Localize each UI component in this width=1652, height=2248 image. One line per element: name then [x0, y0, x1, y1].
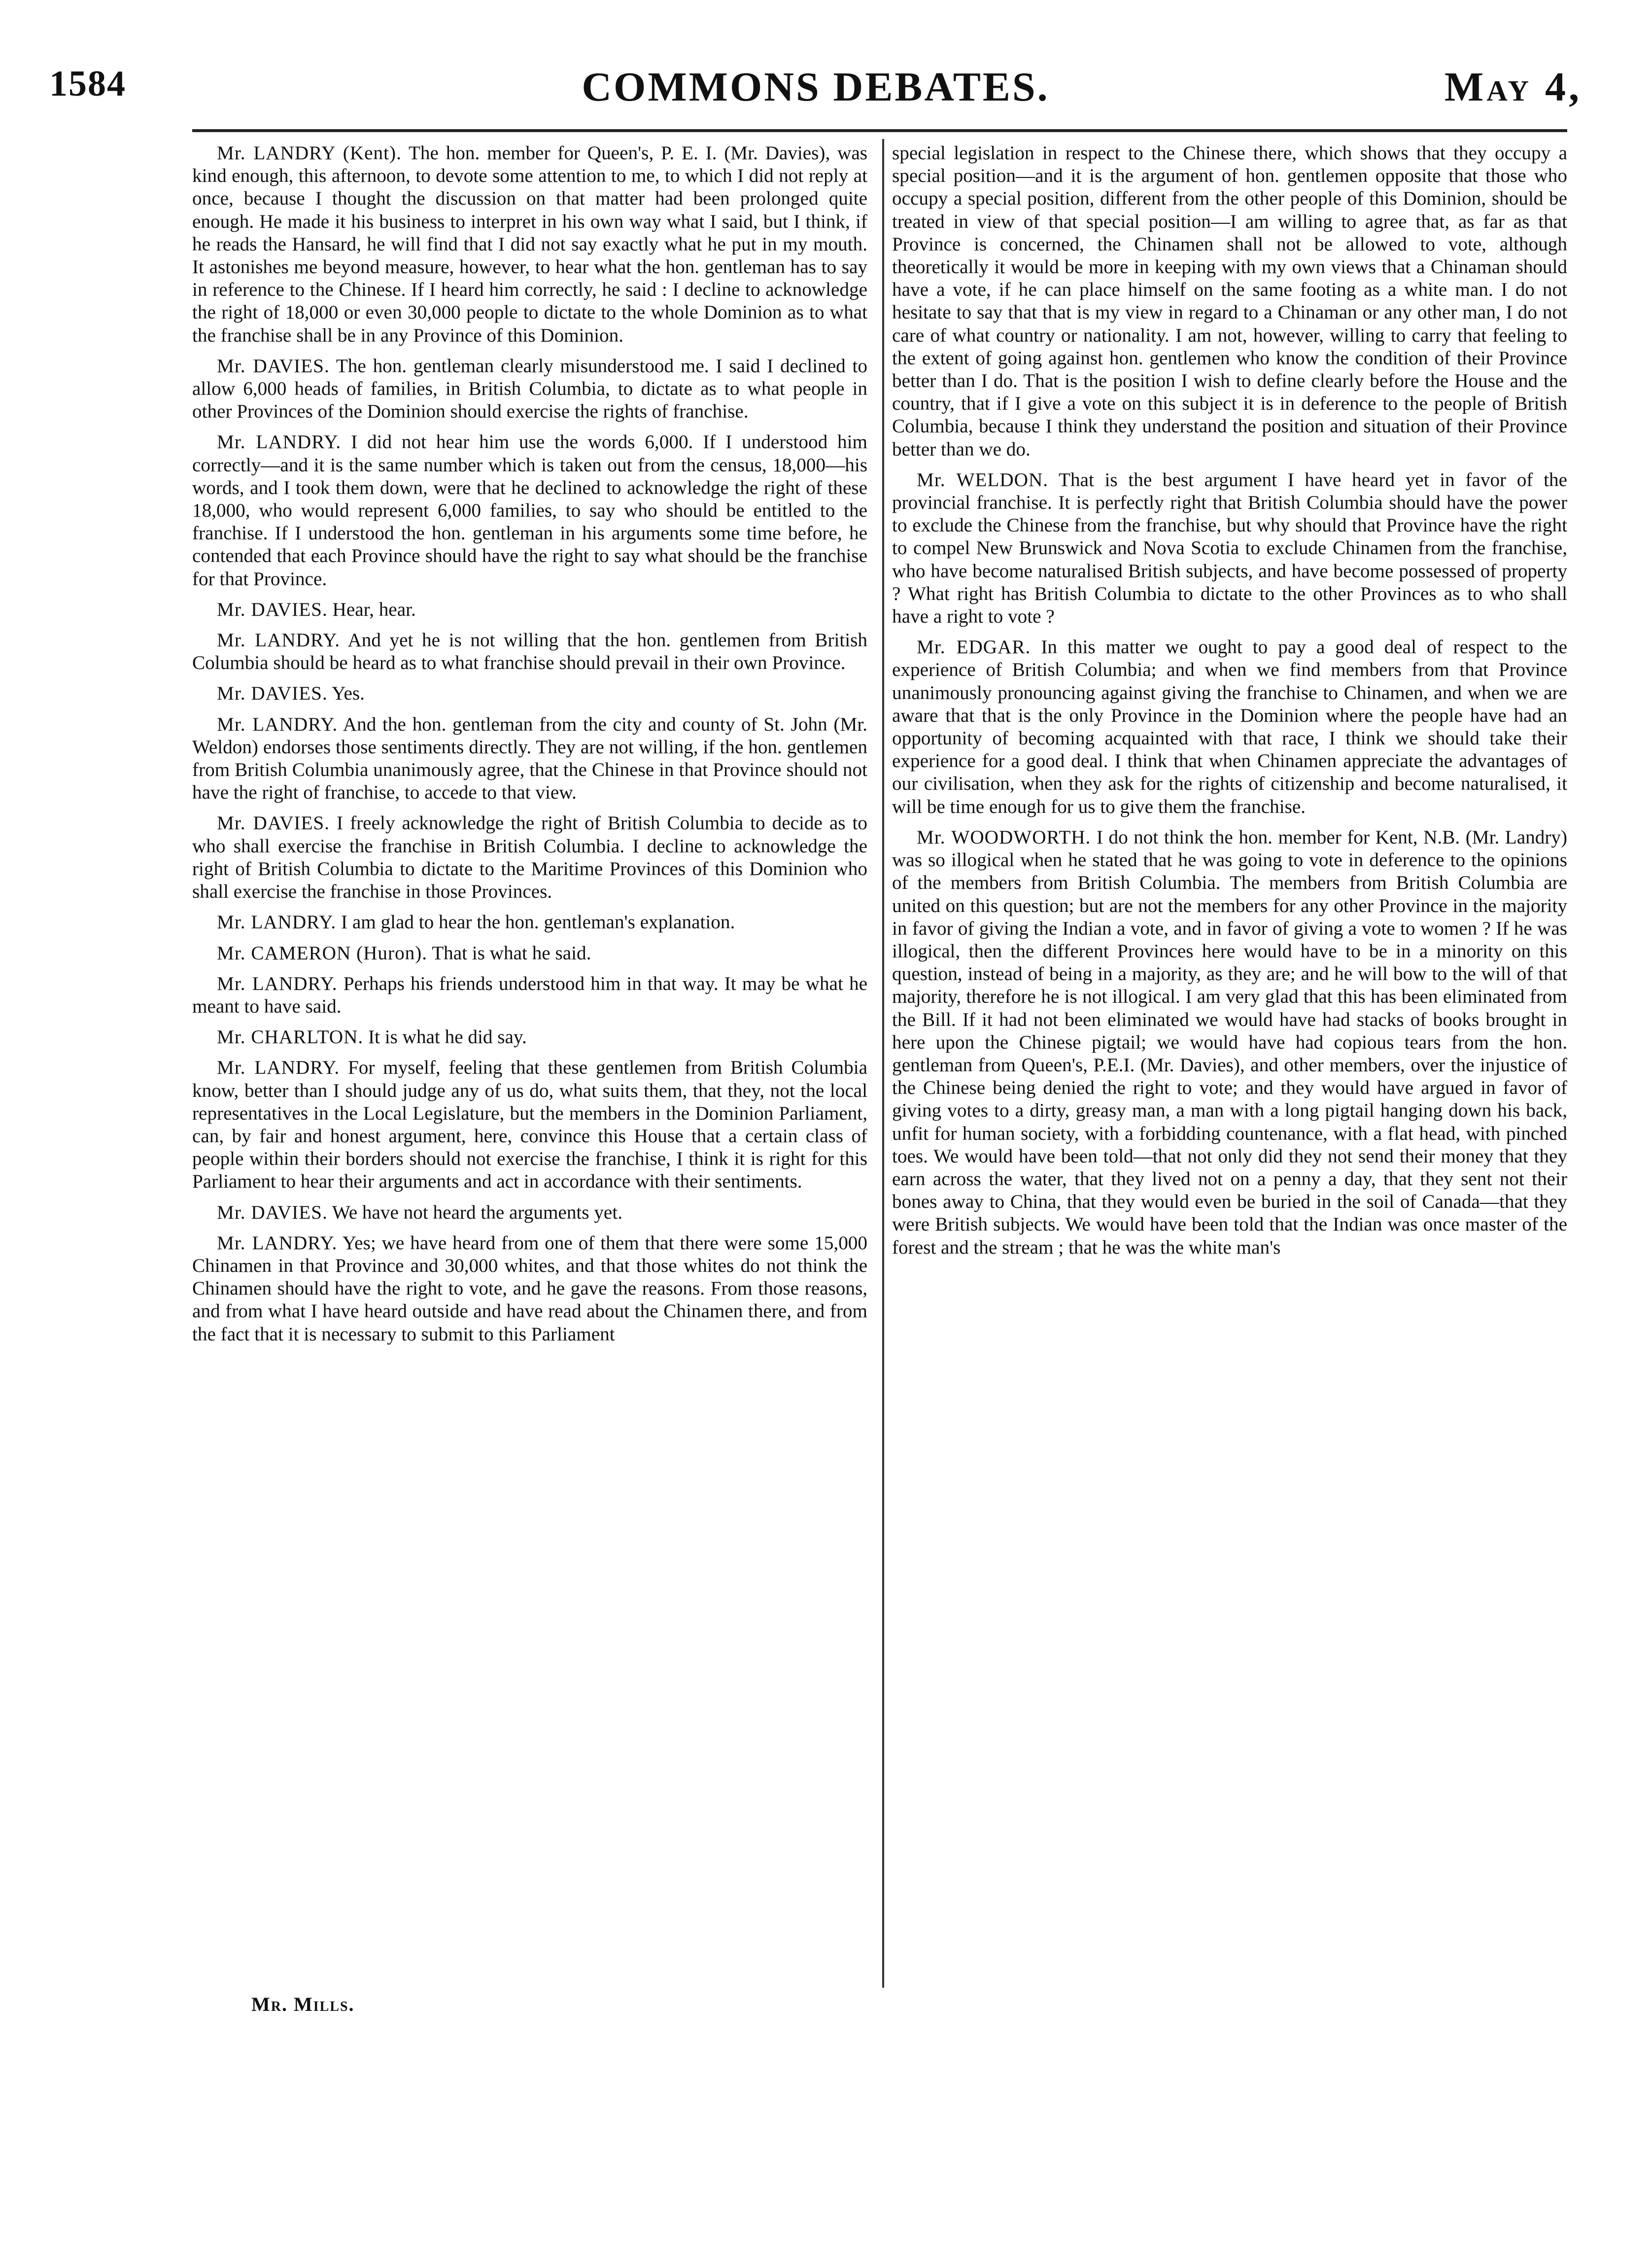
speech-paragraph	[192, 713, 867, 805]
speech-text: The hon. member for Queen's, P. E. I. (Mr. Davies), was kind enough, this afternoon, to devote some attention to me, to which I did not reply at once, because I thought the discussion on that matter had been prolonged quite enough. He made it his business to interpret in his own way what I said, but I think, if he reads the Hansard, he will find that I did not say exactly what he put in my mouth. It astonishes me beyond measure, however, to hear what the hon. gentleman has to say in reference to the Chinese. If I heard him correctly, he said : I decline to acknowledge the right of 18,000 or even 30,000 people to dictate to the whole Dominion as to what the franchise shall be in any Province of this Dominion.	[192, 142, 868, 346]
speaker-name: Mr. LANDRY.	[217, 713, 338, 735]
speech-paragraph	[192, 682, 867, 705]
speaker-name: Mr. LANDRY (Kent).	[217, 142, 402, 164]
speech-paragraph	[192, 629, 867, 674]
speech-paragraph	[892, 469, 1567, 628]
speech-paragraph	[192, 973, 867, 1018]
speech-text: It is what he did say.	[368, 1026, 527, 1048]
speaker-name: Mr. LANDRY.	[217, 973, 338, 994]
speech-paragraph	[192, 598, 867, 621]
speech-text: And yet he is not willing that the hon. gentlemen from British Columbia should be heard as to what franchise should prevail in their own Province.	[192, 630, 868, 674]
speech-paragraph	[192, 355, 867, 423]
speaker-name: Mr. DAVIES.	[217, 1201, 328, 1223]
left-column	[192, 142, 867, 1354]
speech-paragraph	[192, 1056, 867, 1193]
speech-text: I did not hear him use the words 6,000. If I understood him correctly—and it is the same number which is taken out from the census, 18,000—his words, and I took them down, were that he declined to acknowledge the right of these 18,000, who would represent 6,000 families, to say who should be entitled to the franchise. If I understood the hon. gentleman in his arguments some time before, he contended that each Province should have the right to say what should be the franchise for that Province.	[192, 431, 868, 590]
speech-text: special legislation in respect to the Chinese there, which shows that they occupy a special position—and it is the argument of hon. gentlemen opposite that those who occupy a special position, different from the other people of this Dominion, should be treated in view of that special position—I am willing to agree that, as far as that Province is concerned, the Chinamen shall not be allowed to vote, although theoretically it would be more in keeping with my own views that a Chinaman should have a vote, if he can place himself on the same footing as a white man. I do not hesitate to say that that is my view in regard to a Chinaman or any other man, I do not care of what country or nationality. I am not, however, willing to carry that feeling to the extent of going against hon. gentlemen who know the condition of their Province better than I do. That is the position I wish to define clearly before the House and the country, that if I give a vote on this subject it is in deference to the people of British Columbia, because I think they understand the position and situation of their Province better than we do.	[892, 142, 1567, 460]
speaker-name: Mr. LANDRY.	[217, 912, 337, 933]
page-number: 1584	[49, 64, 126, 104]
speech-text: Hear, hear.	[332, 598, 416, 620]
right-column	[892, 142, 1567, 1267]
speech-text: In this matter we ought to pay a good deal of respect to the experience of British Columbia; and when we find members from that Province unanimously pronouncing against giving the franchise to Chinamen, and when we are aware that that is the only Province in the Dominion where the people have had an opportunity of becoming acquainted with that race, I think we should take their experience for a good deal. I think that when Chinamen appreciate the advantages of our civilisation, when they ask for the rights of citizenship and become naturalised, it will be time enough for us to give them the franchise.	[892, 636, 1567, 817]
speaker-name: Mr. LANDRY.	[217, 431, 342, 453]
speaker-name: Mr. DAVIES.	[217, 812, 330, 834]
speaker-name: Mr. CHARLTON.	[217, 1026, 364, 1048]
speech-paragraph	[192, 911, 867, 934]
speech-text: The hon. gentleman clearly misunderstood me. I said I declined to allow 6,000 heads of families, in British Columbia, to dictate as to what people in other Provinces of the Dominion should exercise the rights of franchise.	[192, 355, 867, 422]
speech-text: That is the best argument I have heard yet in favor of the provincial franchise. It is perfectly right that British Columbia should have the power to exclude the Chinese from the franchise, but why should that Province have the right to compel New Brunswick and Nova Scotia to exclude Chinamen from the franchise, who have become naturalised British subjects, and have become possessed of property ? What right has British Columbia to dictate to the other Provinces as to who shall have a right to vote ?	[892, 469, 1567, 628]
speech-text: I do not think the hon. member for Kent, N.B. (Mr. Landry) was so illogical when he stated that he was going to vote in deference to the opinions of the members from British Columbia. The members from British Columbia are united on this question; but are not the members for any other Province in the majority in favor of giving the Indian a vote, and in favor of giving a vote to women ? If he was illogical, then the different Provinces here would have to be in a minority on this question, instead of being in a majority, as they are; and he will bow to the will of that majority, therefore he is not illogical. I am very glad that this has been eliminated from the Bill. If it had not been eliminated we would have had stacks of books brought in here upon the Chinese pigtail; we would have had copious tears from the hon. gentleman from Queen's, P.E.I. (Mr. Davies), and other members, over the injustice of the Chinese being denied the right to vote; and they would have argued in favor of giving votes to a dirty, greasy man, a man with a long pigtail hanging down his back, unfit for human society, with a forbidding countenance, with a flat head, with pinched toes. We would have been told—that not only did they not send their money that they earn across the water, that they lived not on a penny a day, that they sent not their bones away to China, that they would even be buried in the soil of Canada—that they were British subjects. We would have been told that the Indian was once master of the forest and the stream ; that he was the white man's	[892, 826, 1568, 1258]
speech-text: That is what he said.	[432, 942, 591, 964]
column-divider	[882, 139, 884, 1988]
speaker-name: Mr. DAVIES.	[217, 683, 328, 704]
speaker-name: Mr. LANDRY.	[217, 1232, 338, 1254]
speech-paragraph	[892, 826, 1567, 1259]
speech-text: And the hon. gentleman from the city and county of St. John (Mr. Weldon) endorses those sentiments directly. They are not willing, if the hon. gentlemen from British Columbia unanimously agree, that the Chinese in that Province should not have the right of franchise, to accede to that view.	[192, 713, 868, 804]
speech-text: Yes; we have heard from one of them that there were some 15,000 Chinamen in that Province and 30,000 whites, and that those whites do not think the Chinamen should have the right to vote, and he gave the reasons. From those reasons, and from what I have heard outside and have read about the Chinamen there, and from the fact that it is necessary to submit to this Parliament	[192, 1232, 867, 1345]
header-date: May 4,	[1444, 64, 1582, 110]
speech-paragraph	[892, 636, 1567, 818]
speech-text: Yes.	[332, 683, 365, 704]
speech-text: I freely acknowledge the right of British Columbia to decide as to who shall exercise the franchise in British Columbia. I decline to acknowledge the right of British Columbia to dictate to the Maritime Provinces of this Dominion who shall exercise the franchise in those Provinces.	[192, 812, 868, 903]
speech-paragraph	[892, 142, 1567, 461]
speaker-name: Mr. DAVIES.	[217, 598, 328, 620]
speech-text: Perhaps his friends understood him in that way. It may be what he meant to have said.	[192, 973, 868, 1017]
page-footer-signature: Mr. Mills.	[251, 1993, 355, 2015]
running-title: COMMONS DEBATES.	[582, 64, 1050, 110]
speaker-name: Mr. LANDRY.	[217, 1057, 340, 1079]
speaker-name: Mr. WELDON.	[917, 469, 1049, 491]
speaker-name: Mr. EDGAR.	[917, 636, 1031, 658]
speaker-name: Mr. CAMERON (Huron).	[217, 942, 428, 964]
speech-text: I am glad to hear the hon. gentleman's explanation.	[341, 912, 735, 933]
speaker-name: Mr. WOODWORTH.	[917, 826, 1091, 848]
speech-paragraph	[192, 1232, 867, 1346]
speech-paragraph	[192, 1026, 867, 1049]
speaker-name: Mr. LANDRY.	[217, 630, 340, 651]
speech-text: We have not heard the arguments yet.	[332, 1201, 623, 1223]
header-rule	[192, 129, 1567, 132]
speech-paragraph	[192, 1201, 867, 1224]
speech-paragraph	[192, 812, 867, 903]
speech-paragraph	[192, 142, 867, 347]
speech-paragraph	[192, 431, 867, 590]
speech-text: For myself, feeling that these gentlemen from British Columbia know, better than I should judge any of us do, what suits them, that they, not the local representatives in the Local Legislature, but the members in the Dominion Parliament, can, by fair and honest argument, here, convince this House that a certain class of people within their borders should not exercise the franchise, I think it is right for this Parliament to hear their arguments and act in accordance with their sentiments.	[192, 1057, 868, 1193]
speech-paragraph	[192, 942, 867, 965]
page-header	[49, 63, 1582, 117]
speaker-name: Mr. DAVIES.	[217, 355, 330, 377]
